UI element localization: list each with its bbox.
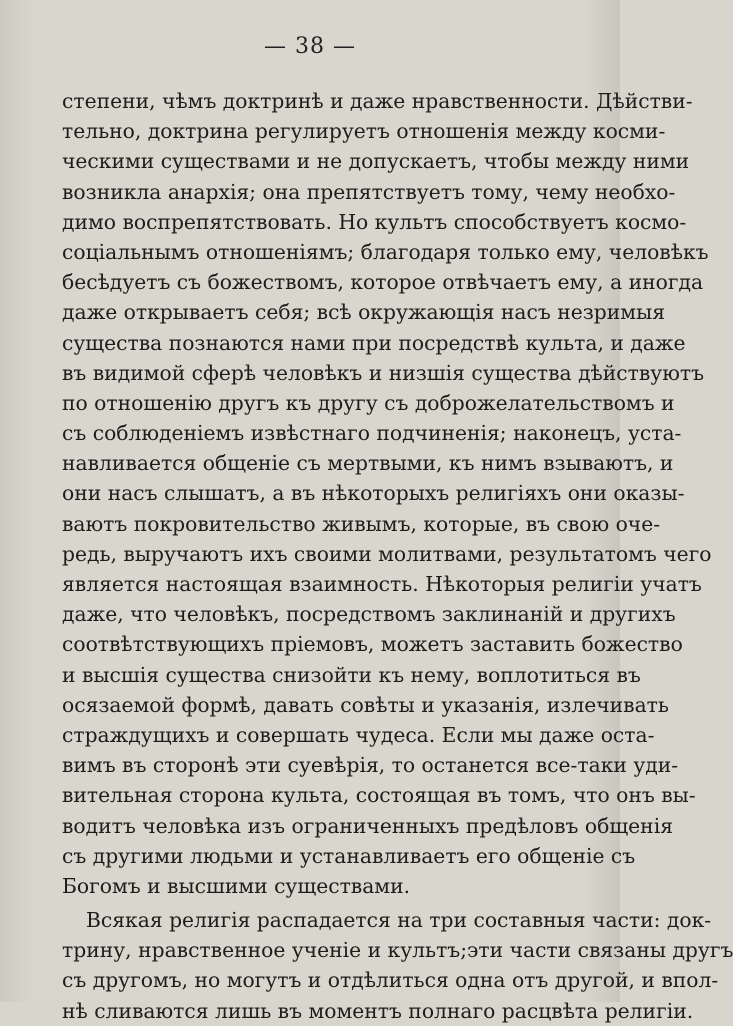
text-line: даже, что человѣкъ, посредствомъ заклинаній и другихъ [62,602,676,627]
text-line: соціальнымъ отношеніямъ; благодаря только ему, человѣкъ [62,239,709,264]
text-line: возникла анархія; она препятствуетъ тому, чему необхо- [62,179,676,204]
text-line: существа познаются нами при посредствѣ культа, и даже [62,330,686,355]
paragraph-1 [62,86,712,901]
text-line: тельно, доктрина регулируетъ отношенія между косми- [62,119,666,144]
text-line: нѣ сливаются лишь въ моментъ полнаго расцвѣта религіи. [62,998,694,1023]
text-line: навливается общеніе съ мертвыми, къ нимъ взываютъ, и [62,451,674,476]
text-line: страждущихъ и совершать чудеса. Если мы даже оста- [62,722,655,747]
text-line: ческими существами и не допускаетъ, чтобы между ними [62,149,690,174]
text-line: въ видимой сферѣ человѣкъ и низшія существа дѣйствуютъ [62,360,705,385]
text-line: Богомъ и высшими существами. [62,873,411,898]
text-line: даже открываетъ себя; всѣ окружающія насъ незримыя [62,300,666,325]
text-line: является настоящая взаимность. Нѣкоторыя религіи учатъ [62,572,702,596]
text-line: бесѣдуетъ съ божествомъ, которое отвѣчаетъ ему, а иногда [62,270,704,295]
text-line: димо воспрепятствовать. Но культъ способствуетъ космо- [62,209,687,234]
text-line: и высшія существа снизойти къ нему, воплотиться въ [62,662,641,687]
text-line: Всякая религія распадается на три составныя части: док- [86,908,712,933]
text-line: осязаемой формѣ, давать совѣты и указанія, излечивать [62,692,669,717]
text-line: съ соблюденіемъ извѣстнаго подчиненія; наконецъ, уста- [62,421,682,446]
text-line: съ другомъ, но могутъ и отдѣлиться одна отъ другой, и впол- [62,968,719,993]
text-line: степени, чѣмъ доктринѣ и даже нравственности. Дѣйстви- [62,89,693,113]
text-line: они насъ слышатъ, а въ нѣкоторыхъ религіяхъ они оказы- [62,481,685,506]
text-line: вительная сторона культа, состоящая въ томъ, что онъ вы- [62,783,696,808]
text-line: съ другими людьми и устанавливаетъ его общеніе съ [62,843,636,868]
body-text [62,86,733,1026]
text-line: водитъ человѣка изъ ограниченныхъ предѣловъ общенія [62,813,673,838]
text-line: ваютъ покровительство живымъ, которые, въ свою оче- [62,511,661,536]
text-line: трину, нравственное ученіе и культъ;эти части связаны другъ [62,938,733,963]
text-line: соотвѣтствующихъ пріемовъ, можетъ заставить божество [62,632,683,657]
page-number: — 38 — [264,34,356,59]
text-line: по отношенію другъ къ другу съ доброжелательствомъ и [62,390,675,415]
text-line: вимъ въ сторонѣ эти суевѣрія, то останется все-таки уди- [62,753,679,778]
paragraph-2 [62,905,733,1026]
text-line: редь, выручаютъ ихъ своими молитвами, результатомъ чего [62,541,712,566]
